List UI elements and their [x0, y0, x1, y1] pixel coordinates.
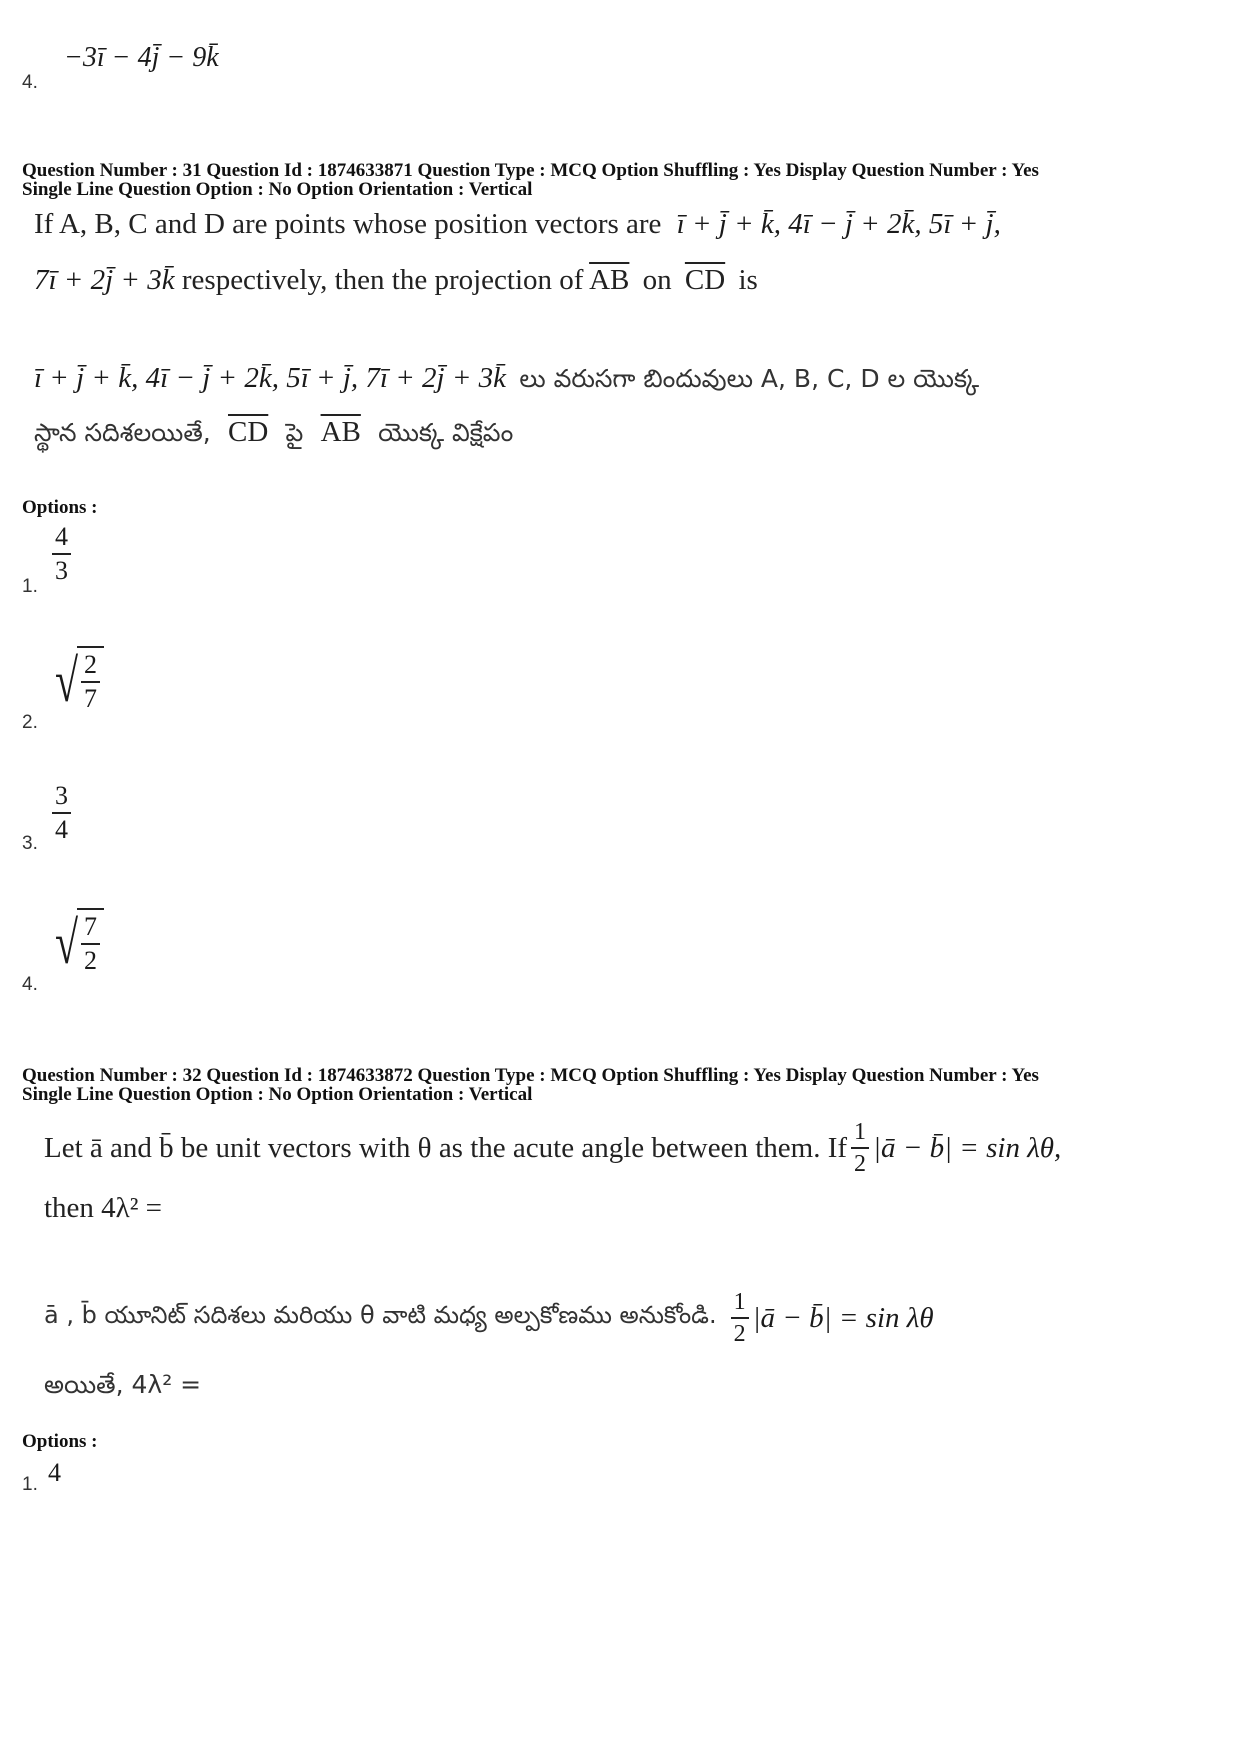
option-number: 4. [22, 72, 38, 93]
q31-option-1[interactable] [22, 520, 222, 600]
q32-english-text: Let ā and b̄ be unit vectors with θ as the acute angle between them. If [44, 1131, 848, 1164]
vector-cd: $\overline{CD}$ [227, 416, 269, 448]
numerator: 1 [731, 1290, 749, 1319]
q31-option-4[interactable] [22, 900, 222, 1010]
option-number: 2. [22, 712, 38, 733]
denominator: 3 [55, 556, 68, 585]
word-on: on [642, 264, 672, 296]
numerator: 1 [851, 1120, 869, 1149]
q31-option-2[interactable] [22, 640, 222, 740]
q31-english-line-1 [34, 208, 1001, 241]
fraction [52, 524, 71, 584]
q31-telugu-text-a: స్థాన సదిశలయితే, [34, 418, 211, 447]
option-value: 4 [48, 1458, 61, 1487]
fraction [52, 783, 71, 843]
q31-position-vectors: ī + j̄ + k̄, 4ī − j̄ + 2k̄, 5ī + j̄, [676, 208, 1001, 240]
numerator: 7 [81, 914, 100, 945]
q31-meta-line-2: Single Line Question Option : No Option Orientation : Vertical [22, 179, 533, 200]
numerator: 4 [52, 524, 71, 555]
option-number: 3. [22, 833, 38, 854]
prev-option-4[interactable] [22, 38, 322, 98]
q31-telugu-line-2 [34, 416, 513, 454]
fraction-half [851, 1120, 869, 1176]
q31-meta-line-1: Question Number : 31 Question Id : 1874633871 Question Type : MCQ Option Shuffling : Yes Display Question Number : Yes [22, 160, 1039, 181]
word-is: is [738, 264, 758, 296]
q32-english-line-2: then 4λ² = [44, 1192, 163, 1224]
q31-vector-d: 7ī + 2j̄ + 3k̄ [34, 264, 175, 296]
q32-meta-line-1: Question Number : 32 Question Id : 1874633872 Question Type : MCQ Option Shuffling : Yes Display Question Number : Yes [22, 1065, 1039, 1086]
q32-telugu-line-2: అయితే, 4λ² = [44, 1370, 202, 1399]
denominator: 4 [55, 815, 68, 844]
q31-telugu-text-b: పై [285, 418, 304, 447]
option-number: 1. [22, 1474, 38, 1495]
denominator: 2 [733, 1321, 746, 1347]
square-root [50, 908, 104, 978]
vector-ab: $\overline{AB}$ [589, 264, 630, 296]
q31-telugu-vectors: ī + j̄ + k̄, 4ī − j̄ + 2k̄, 5ī + j̄, 7ī + 2j̄ + 3k̄ [34, 362, 507, 394]
q32-english-line-1 [44, 1120, 1061, 1176]
q31-option-3[interactable] [22, 775, 222, 865]
q32-option-1[interactable] [22, 1456, 222, 1506]
denominator: 2 [83, 946, 97, 975]
vector-cd: $\overline{CD}$ [684, 264, 726, 296]
q32-meta-line-2: Single Line Question Option : No Option Orientation : Vertical [22, 1084, 533, 1105]
q31-english-text-2: respectively, then the projection of [181, 264, 584, 296]
q31-english-line-2 [34, 264, 758, 297]
q32-telugu-text: ā , b̄ యూనిట్ సదిశలు మరియు θ వాటి మధ్య అల్పకోణము అనుకోండి. [44, 1301, 717, 1329]
q31-telugu-line-1 [34, 362, 979, 400]
fraction-half [731, 1290, 749, 1346]
square-root [50, 646, 104, 716]
q31-english-text: If A, B, C and D are points whose position vectors are [34, 208, 662, 240]
numerator: 3 [52, 783, 71, 814]
q31-options-label: Options : [22, 497, 98, 518]
option-expression: −3ī − 4j̄ − 9k̄ [64, 42, 219, 73]
option-number: 1. [22, 576, 38, 597]
denominator: 7 [83, 684, 97, 713]
numerator: 2 [81, 652, 100, 683]
radical-sign-icon: √ [54, 648, 78, 714]
q31-telugu-text: లు వరుసగా బిందువులు A, B, C, D ల యొక్క [519, 364, 980, 393]
option-number: 4. [22, 974, 38, 995]
q31-telugu-text-c: యొక్క విక్షేపం [378, 418, 514, 447]
denominator: 2 [854, 1151, 867, 1177]
q32-options-label: Options : [22, 1431, 98, 1452]
q32-telugu-line-1 [44, 1290, 934, 1346]
q32-abs-expression: |ā − b̄| = sin λθ, [873, 1131, 1062, 1164]
vector-ab: $\overline{AB}$ [320, 416, 361, 448]
q32-telugu-abs-expression: |ā − b̄| = sin λθ [752, 1301, 934, 1334]
radical-sign-icon: √ [54, 910, 78, 976]
